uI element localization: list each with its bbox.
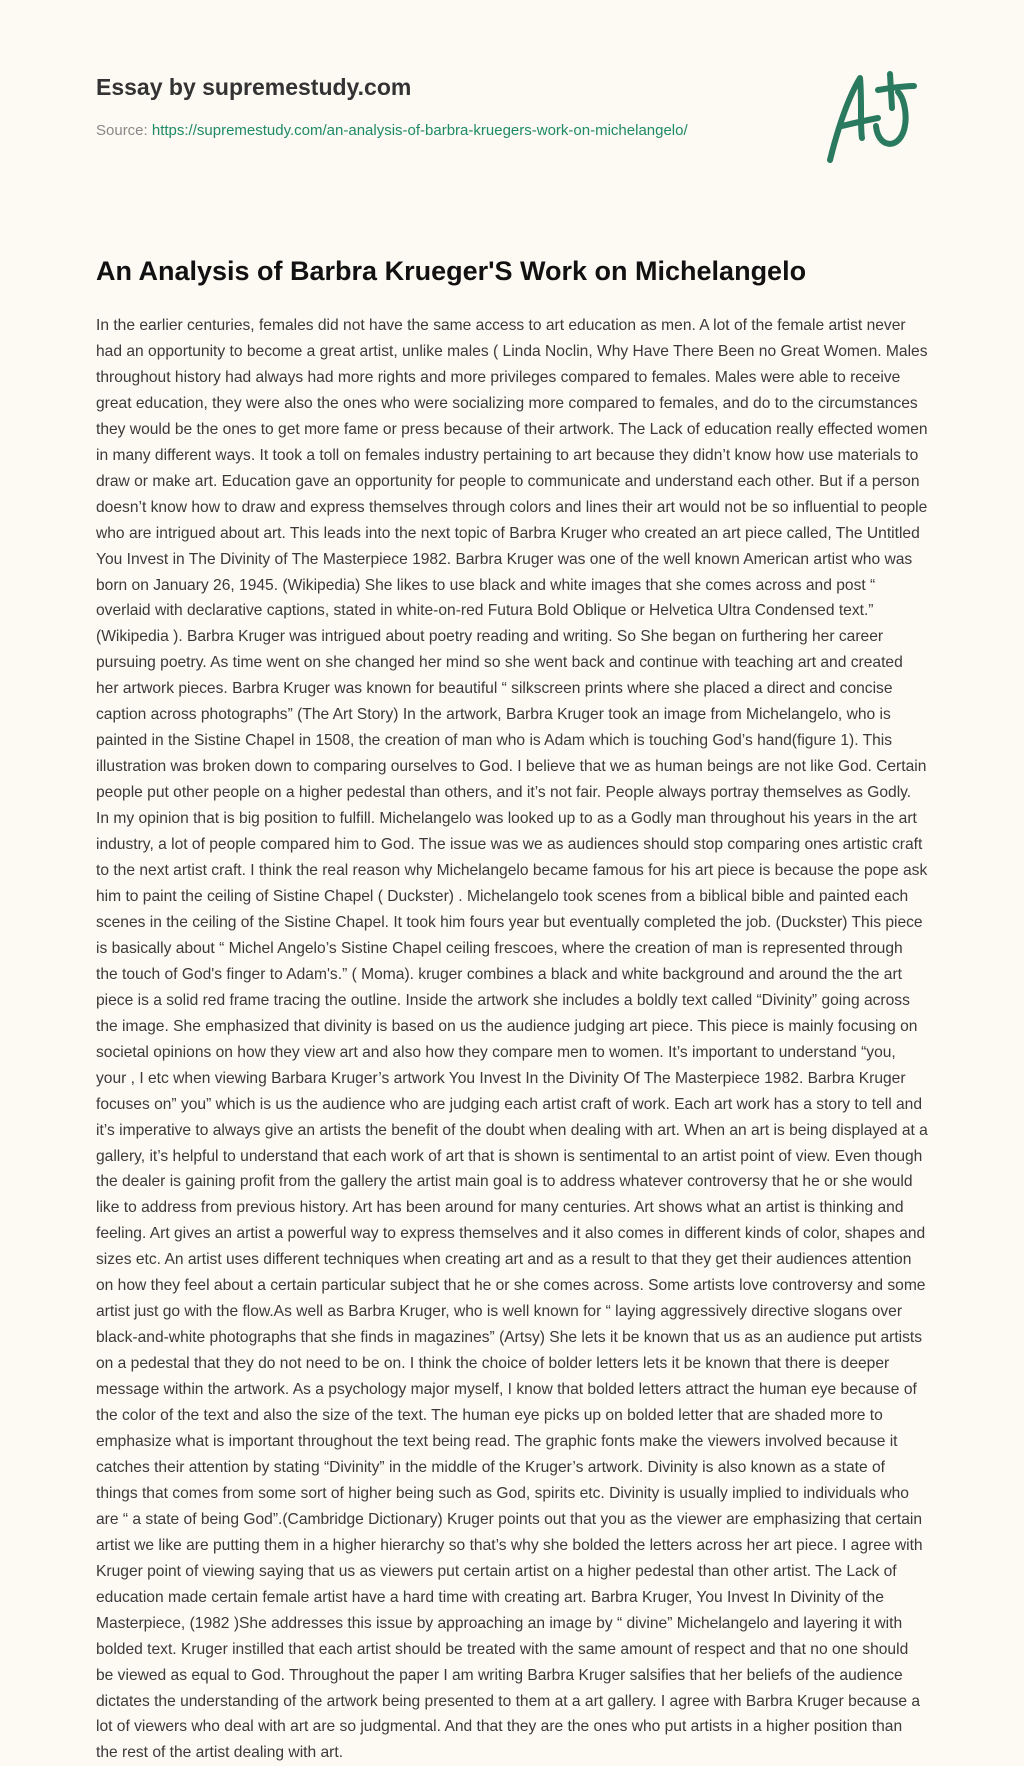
essay-title: An Analysis of Barbra Krueger'S Work on Michelangelo [96, 256, 807, 286]
site-title: Essay by supremestudy.com [96, 74, 412, 100]
source-label: Source: [96, 122, 148, 139]
source-link[interactable]: https://supremestudy.com/an-analysis-of-barbra-kruegers-work-on-michelangelo/ [151, 122, 688, 139]
a-plus-logo-icon [818, 68, 928, 168]
essay-body: In the earlier centuries, females did not have the same access to art education as men. A lot of the female artist never had an opportunity to become a great artist, unlike males ( Linda Noclin, Why Have There Been no Great Women. Males throughout history had always had more rights and more privileges compared to females. Males were able to receive great education, they were also the ones who were socializing more compared to females, and do to the circumstances they would be the ones to get more fame or press because of their artwork. The Lack of education really effected women in many different ways. It took a toll on females industry pertaining to art because they didn’t know how use materials to draw or make art. Education gave an opportunity for people to communicate and understand each other. But if a person doesn’t know how to draw and express themselves through colors and lines their art would not be so influential to people who are intrigued about art. This leads into the next topic of Barbra Kruger who created an art piece called, The Untitled You Invest in The Divinity of The Masterpiece 1982. Barbra Kruger was one of the well known American artist who was born on January 26, 1945. (Wikipedia) She likes to use black and white images that she comes across and post “ overlaid with declarative captions, stated in white-on-red Futura Bold Oblique or Helvetica Ultra Condensed text.” (Wikipedia ). Barbra Kruger was intrigued about poetry reading and writing. So She began on furthering her career pursuing poetry. As time went on she changed her mind so she went back and continue with teaching art and created her artwork pieces. Barbra Kruger was known for beautiful “ silkscreen prints where she placed a direct and concise caption across photographs” (The Art Story) In the artwork, Barbra Kruger took an image from Michelangelo, who is painted in the Sistine Chapel in 1508, the creation of man who is Adam which is touching God’s hand(figure 1). This illustration was broken down to comparing ourselves to God. I believe that we as human beings are not like God. Certain people put other people on a higher pedestal than others, and it’s not fair. People always portray themselves as Godly. In my opinion that is big position to fulfill. Michelangelo was looked up to as a Godly man throughout his years in the art industry, a lot of people compared him to God. The issue was we as audiences should stop comparing ones artistic craft to the next artist craft. I think the real reason why Michelangelo became famous for his art piece is because the pope ask him to paint the ceiling of Sistine Chapel ( Duckster) . Michelangelo took scenes from a biblical bible and painted each scenes in the ceiling of the Sistine Chapel. It took him fours year but eventually completed the job. (Duckster) This piece is basically about “ Michel Angelo’s Sistine Chapel ceiling frescoes, where the creation of man is represented through the touch of God's finger to Adam's.” ( Moma). kruger combines a black and white background and around the the art piece is a solid red frame tracing the outline. Inside the artwork she includes a boldly text called “Divinity” going across the image. She emphasized that divinity is based on us the audience judging art piece. This piece is mainly focusing on societal opinions on how they view art and also how they compare men to women. It’s important to understand “you, your , I etc when viewing Barbara Kruger’s artwork You Invest In the Divinity Of The Masterpiece 1982. Barbra Kruger focuses on” you” which is us the audience who are judging each artist craft of work. Each art work has a story to tell and it’s imperative to always give an artists the benefit of the doubt when dealing with art. When an art is being displayed at a gallery, it’s helpful to understand that each work of art that is shown is sentimental to an artist point of view. Even though the dealer is gaining profit from the gallery the artist main goal is to address whatever controversy that he or she would like to address from previous history. Art has been around for many centuries. Art shows what an artist is thinking and feeling. Art gives an artist a powerful way to express themselves and it also comes in different kinds of color, shapes and sizes etc. An artist uses different techniques when creating art and as a result to that they get their audiences attention on how they feel about a certain particular subject that he or she comes across. Some artists love controversy and some artist just go with the flow.As well as Barbra Kruger, who is well known for “ laying aggressively directive slogans over black-and-white photographs that she finds in magazines” (Artsy) She lets it be known that us as an audience put artists on a pedestal that they do not need to be on. I think the choice of bolder letters lets it be known that there is deeper message within the artwork. As a psychology major myself, I know that bolded letters attract the human eye because of the color of the text and also the size of the text. The human eye picks up on bolded letter that are shaded more to emphasize what is important throughout the text being read. The graphic fonts make the viewers involved because it catches their attention by stating “Divinity” in the middle of the Kruger’s artwork. Divinity is also known as a state of things that comes from some sort of higher being such as God, spirits etc. Divinity is usually implied to individuals who are “ a state of being God”.(Cambridge Dictionary) Kruger points out that you as the viewer are emphasizing that certain artist we like are putting them in a higher hierarchy so that’s why she bolded the letters across her art piece. I agree with Kruger point of viewing saying that us as viewers put certain artist on a higher pedestal than other artist. The Lack of education made certain female artist have a hard time with creating art. Barbra Kruger, You Invest In Divinity of the Masterpiece, (1982 )She addresses this issue by approaching an image by “ divine” Michelangelo and layering it with bolded text. Kruger instilled that each artist should be treated with the same amount of respect and that no one should be viewed as equal to God. Throughout the paper I am writing Barbra Kruger salsifies that her beliefs of the audience dictates the understanding of the artwork being presented to them at a art gallery. I agree with Barbra Kruger because a lot of viewers who deal with art are so judgmental. And that they are the ones who put artists in a higher position than the rest of the artist dealing with art. [96, 317, 928, 1762]
source-line [96, 122, 688, 139]
